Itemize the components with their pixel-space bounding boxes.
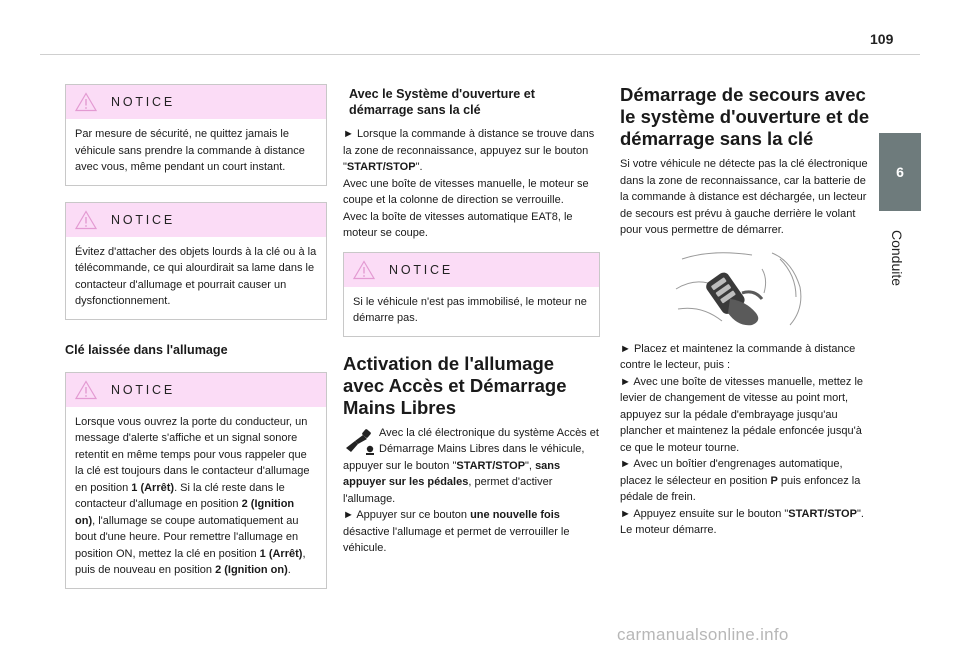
notice-box-3 [65,372,327,589]
emergency-start-steps: ► Placez et maintenez la commande à distance contre le lecteur, puis : ► Avec une boîte de vitesses manuelle, mettez le levier de changement de vitesse au point mort, appuyez sur la pédale d'embrayage jusqu'au plancher et maintenez la pédale enfoncée jusqu'à ce que le moteur tourne. ► Avec un boîtier d'engrenages automatique, placez le sélecteur en position P puis enfoncez la pédale de frein. ► Appuyez ensuite sur le bouton "START/STOP". Le moteur démarre. [620,342,864,536]
notice-title: NOTICE [111,382,176,397]
column-left [65,84,327,589]
notice-box-4 [343,252,600,337]
section-heading-large: Démarrage de secours avec le système d'ouverture et de démarrage sans la clé [620,84,870,149]
site-watermark: carmanualsonline.info [617,625,789,644]
notice-title: NOTICE [111,95,176,109]
push-button-hand-icon [343,426,375,456]
warning-triangle-icon [75,210,97,230]
section-tab[interactable]: 6 [879,133,921,211]
keyless-activation-paragraph: Avec la clé électronique du système Accès et Démarrage Mains Libres dans le véhicule, appuyer sur le bouton "START/STOP", sans appuyer sur les pédales, permet d'activer l'allumage. ► Appuyer sur ce bouton une nouvelle fois désactive l'allumage et permet de verrouiller le véhicule. [343,426,599,554]
notice-text: Par mesure de sécurité, ne quittez jamais le véhicule sans prendre la commande à distance avec vous, même pendant un court instant. [75,128,305,173]
notice-box-1 [65,84,327,186]
header-rule [40,54,920,55]
column-middle [343,84,600,557]
notice-header [66,85,326,119]
notice-box-2 [65,202,327,320]
notice-header [344,253,599,287]
notice-text: Si le véhicule n'est pas immobilisé, le moteur ne démarre pas. [353,295,587,324]
column-right [620,84,876,539]
notice-title: NOTICE [111,212,176,227]
backup-reader-illustration [672,249,822,331]
warning-triangle-icon [75,92,97,112]
emergency-start-intro: Si votre véhicule ne détecte pas la clé électronique dans la zone de reconnaissance, car la batterie de la commande à distance est déchargée, un lecteur de secours est prévu à gauche derrière le volant pour vous permettre de démarrer. [620,158,868,236]
notice-text: Évitez d'attacher des objets lourds à la clé ou à la télécommande, ce qui alourdirait sa lame dans le contacteur d'allumage et pourrait causer un dysfonctionnement. [75,245,317,307]
notice-header [66,373,326,407]
notice-title: NOTICE [389,262,454,277]
notice-text: Lorsque vous ouvrez la porte du conducteur, un message d'alerte s'affiche et un signal sonore retentit en même temps pour vous rappeler que la clé est toujours dans le contacteur d'allumage en position 1 (Arrêt). Si la clé reste dans le contacteur d'allumage en position 2 (Ignition on), l'allumage se coupe automatiquement au bout d'une heure. Pour remettre l'allumage en position ON, mettez la clé en position 1 (Arrêt), puis de nouveau en position 2 (Ignition on). [75,415,310,576]
section-heading-large: Activation de l'allumage avec Accès et Démarrage Mains Libres [343,352,567,418]
keyless-stop-paragraph: ► Lorsque la commande à distance se trouve dans la zone de reconnaissance, appuyez sur le bouton "START/STOP". Avec une boîte de vitesses manuelle, le moteur se coupe et la colonne de direction se verrouille. Avec la boîte de vitesses automatique EAT8, le moteur se coupe. [343,128,595,239]
section-heading: Avec le Système d'ouverture et démarrage sans la clé [349,87,535,117]
warning-triangle-icon [353,260,375,280]
section-label: Conduite [889,230,905,287]
notice-header [66,203,326,237]
page-number: 109 [870,31,894,47]
section-heading: Clé laissée dans l'allumage [65,342,228,357]
warning-triangle-icon [75,380,97,400]
